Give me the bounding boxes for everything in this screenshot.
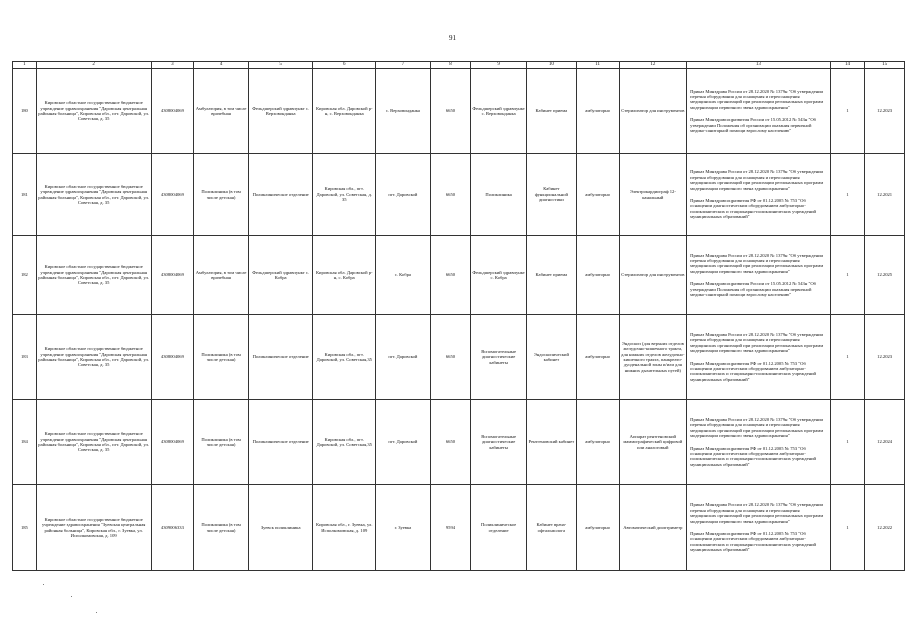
col-header: 12 [619, 62, 687, 69]
scan-speck [43, 584, 44, 585]
col-header: 6 [313, 62, 376, 69]
col-header: 5 [248, 62, 313, 69]
facility-type-cell: Амбулатория, в том числе врачебная [194, 236, 249, 315]
inn-cell: 4308004069 [151, 400, 194, 485]
row-number-cell: 183 [13, 315, 37, 400]
legal-basis-text: Приказ Минздравсоцразвития России от 15.05.2012 № 543н "Об утверждении Положения об организации оказания первичной медико-санитарной помощи взрослому населению" [690, 281, 816, 298]
scan-speck [71, 596, 72, 597]
address-cell: Кировская обл. Даровской р-н, с. Кобра [313, 236, 376, 315]
address-cell: Кировская обл. Даровской р-н, с. Верховонданка [313, 69, 376, 154]
room-cell: Кабинет приема [526, 236, 576, 315]
code-cell: 6650 [430, 236, 471, 315]
scan-speck [96, 612, 97, 613]
organization-cell: Кировское областное государственное бюджетное учреждение здравоохранения "Даровская центральная районная больница", Кировская обл., пгт. Даровской, ул. Советская, д. 35 [36, 69, 151, 154]
room-cell: Кабинет функциональной диагностики [526, 154, 576, 236]
unit-cell: Поликлиническое отделение [248, 400, 313, 485]
locality-cell: пгт. Даровской [376, 400, 431, 485]
code-cell: 6650 [430, 154, 471, 236]
row-number-cell: 182 [13, 236, 37, 315]
row-number-cell: 180 [13, 69, 37, 154]
legal-basis-cell [687, 315, 831, 400]
facility-type-cell: Поликлиника (в том числе детская) [194, 154, 249, 236]
inn-cell: 4308004069 [151, 315, 194, 400]
department-cell: Поликлиническое отделение [471, 485, 527, 571]
care-form-cell: амбулаторно [576, 154, 619, 236]
care-form-cell: амбулаторно [576, 485, 619, 571]
inn-cell: 4308004069 [151, 69, 194, 154]
equipment-cell: Электрокардиограф 12-канальный [619, 154, 687, 236]
address-cell: Кировская обл., г. Зуевка, ул. Исполкомовская, д. 109 [313, 485, 376, 571]
department-cell: Фельдшерский здравпункт с. Кобра [471, 236, 527, 315]
equipment-cell: Стерилизатор для инструментов [619, 236, 687, 315]
room-cell: Кабинет врача-офтальмолога [526, 485, 576, 571]
legal-basis-text: Приказ Минздрава России от 28.12.2020 № 1379н "Об утверждении перечня оборудования для оснащения и переоснащения медицинских организаций при реализации региональных программ модернизации первичного звена здравоохранения" [690, 502, 824, 524]
legal-basis-text: Приказ Минздравсоцразвития РФ от 01.12.2005 № 753 "Об оснащении диагностическим оборудованием амбулаторно-поликлинических и стационарно-поликлинических учреждений муниципальных образований" [690, 360, 817, 382]
table-row [13, 315, 905, 400]
legal-basis-cell [687, 154, 831, 236]
row-number-cell: 181 [13, 154, 37, 236]
organization-cell: Кировское областное государственное бюджетное учреждение здравоохранения "Даровская центральная районная больница", Кировская обл., пгт. Даровской, ул. Советская, д. 35 [36, 315, 151, 400]
col-header: 9 [471, 62, 527, 69]
legal-basis-text: Приказ Минздрава России от 28.12.2020 № 1379н "Об утверждении перечня оборудования для оснащения и переоснащения медицинских организаций при реализации региональных программ модернизации первичного звена здравоохранения" [690, 331, 824, 354]
legal-basis-cell [687, 400, 831, 485]
organization-cell: Кировское областное государственное бюджетное учреждение здравоохранения "Даровская центральная районная больница", Кировская обл., пгт. Даровской, ул. Советская, д. 35 [36, 400, 151, 485]
row-number-cell: 185 [13, 485, 37, 571]
legal-basis-text: Приказ Минздрава России от 28.12.2020 № 1379н "Об утверждении перечня оборудования для оснащения и переоснащения медицинских организаций при реализации региональных программ модернизации первичного звена здравоохранения" [690, 169, 824, 191]
facility-type-cell: Амбулатория, в том числе врачебная [194, 69, 249, 154]
table-row [13, 154, 905, 236]
quantity-cell: 1 [830, 400, 865, 485]
date-cell: 12.2023 [865, 315, 905, 400]
address-cell: Кировская обл., пгт. Даровской, ул. Советская,35 [313, 400, 376, 485]
address-cell: Кировская обл., пгт. Даровской, ул. Советская, д. 35 [313, 154, 376, 236]
inn-cell: 4308004069 [151, 154, 194, 236]
legal-basis-text: Приказ Минздравсоцразвития РФ от 01.12.2005 № 753 "Об оснащении диагностическим оборудованием амбулаторно-поликлинических и стационарно-поликлинических учреждений муниципальных образований" [690, 198, 817, 220]
unit-cell: Фельдшерский здравпункт с. Кобра [248, 236, 313, 315]
locality-cell: с. Кобра [376, 236, 431, 315]
code-cell: 6650 [430, 69, 471, 154]
quantity-cell: 1 [830, 154, 865, 236]
unit-cell: Поликлиническое отделение [248, 315, 313, 400]
code-cell: 6650 [430, 315, 471, 400]
col-header: 7 [376, 62, 431, 69]
table-row [13, 236, 905, 315]
facility-type-cell: Поликлиника (в том числе детская) [194, 315, 249, 400]
legal-basis-cell [687, 485, 831, 571]
care-form-cell: амбулаторно [576, 315, 619, 400]
quantity-cell: 1 [830, 69, 865, 154]
col-header: 14 [830, 62, 865, 69]
legal-basis-text: Приказ Минздрава России от 28.12.2020 № 1379н "Об утверждении перечня оборудования для оснащения и переоснащения медицинских организаций при реализации региональных программ модернизации первичного звена здравоохранения" [690, 88, 824, 110]
inn-cell: 4308004069 [151, 236, 194, 315]
facility-type-cell: Поликлиника (в том числе детская) [194, 485, 249, 571]
legal-basis-cell [687, 236, 831, 315]
department-cell: Вспомогательные диагностические кабинеты [471, 315, 527, 400]
col-header: 4 [194, 62, 249, 69]
code-cell: 6650 [430, 400, 471, 485]
header-row [13, 62, 905, 69]
col-header: 10 [526, 62, 576, 69]
col-header: 3 [151, 62, 194, 69]
row-number-cell: 184 [13, 400, 37, 485]
locality-cell: пгт. Даровской [376, 315, 431, 400]
page-number: 91 [449, 34, 456, 42]
equipment-cell: Эндоскоп (для верхних отделов желудочно-кишечного тракта, для нижних отделов желудочно-кишечного тракта, панкреато-дуоденальной зоны и/или для нижних дыхательных путей) [619, 315, 687, 400]
col-header: 13 [687, 62, 831, 69]
inn-cell: 4309006333 [151, 485, 194, 571]
date-cell: 12.2024 [865, 400, 905, 485]
legal-basis-text: Приказ Минздравсоцразвития России от 15.05.2012 № 543н "Об утверждении Положения об организации оказания первичной медико-санитарной помощи взрослому населению" [690, 117, 816, 134]
col-header: 8 [430, 62, 471, 69]
date-cell: 12.2021 [865, 154, 905, 236]
equipment-cell: Аппарат рентгеновский маммографический цифровой или аналоговый [619, 400, 687, 485]
table-row [13, 485, 905, 571]
facility-type-cell: Поликлиника (в том числе детская) [194, 400, 249, 485]
col-header: 11 [576, 62, 619, 69]
organization-cell: Кировское областное государственное бюджетное учреждение здравоохранения "Даровская центральная районная больница", Кировская обл., пгт. Даровской, ул. Советская, д. 35 [36, 154, 151, 236]
col-header: 1 [13, 62, 37, 69]
care-form-cell: амбулаторно [576, 69, 619, 154]
room-cell: Рентгеновский кабинет [526, 400, 576, 485]
col-header: 2 [36, 62, 151, 69]
equipment-cell: Стерилизатор для инструментов [619, 69, 687, 154]
code-cell: 9594 [430, 485, 471, 571]
locality-cell: г. Зуевка [376, 485, 431, 571]
organization-cell: Кировское областное государственное бюджетное учреждение здравоохранения "Даровская центральная районная больница", Кировская обл., пгт. Даровской, ул. Советская, д. 35 [36, 236, 151, 315]
date-cell: 12.2025 [865, 236, 905, 315]
care-form-cell: амбулаторно [576, 236, 619, 315]
table-row [13, 69, 905, 154]
quantity-cell: 1 [830, 236, 865, 315]
locality-cell: с. Верховонданка [376, 69, 431, 154]
locality-cell: пгт. Даровской [376, 154, 431, 236]
legal-basis-text: Приказ Минздрава России от 28.12.2020 № 1379н "Об утверждении перечня оборудования для оснащения и переоснащения медицинских организаций при реализации региональных программ модернизации первичного звена здравоохранения" [690, 416, 824, 439]
legal-basis-text: Приказ Минздравсоцразвития РФ от 01.12.2005 № 753 "Об оснащении диагностическим оборудованием амбулаторно-поликлинических и стационарно-поликлинических учреждений муниципальных образований" [690, 531, 817, 553]
quantity-cell: 1 [830, 315, 865, 400]
room-cell: Кабинет приема [526, 69, 576, 154]
equipment-cell: Автоматический диоптриметр [619, 485, 687, 571]
date-cell: 12.2023 [865, 69, 905, 154]
department-cell: Поликлиника [471, 154, 527, 236]
legal-basis-cell [687, 69, 831, 154]
address-cell: Кировская обл., пгт. Даровской, ул. Советская,35 [313, 315, 376, 400]
room-cell: Эндоскопический кабинет [526, 315, 576, 400]
department-cell: Фельдшерский здравпункт с. Верховонданка [471, 69, 527, 154]
organization-cell: Кировское областное государственное бюджетное учреждение здравоохранения "Зуевская центральная районная больница", Кировская обл., г. Зуевка, ул. Исполкомовская, д. 109 [36, 485, 151, 571]
quantity-cell: 1 [830, 485, 865, 571]
unit-cell: Зуевск поликлиника [248, 485, 313, 571]
unit-cell: Фельдшерский здравпункт с. Верховонданка [248, 69, 313, 154]
department-cell: Вспомогательные диагностические кабинеты [471, 400, 527, 485]
table-row [13, 400, 905, 485]
legal-basis-text: Приказ Минздрава России от 28.12.2020 № 1379н "Об утверждении перечня оборудования для оснащения и переоснащения медицинских организаций при реализации региональных программ модернизации первичного звена здравоохранения" [690, 252, 824, 274]
care-form-cell: амбулаторно [576, 400, 619, 485]
col-header: 15 [865, 62, 905, 69]
unit-cell: Поликлиническое отделение [248, 154, 313, 236]
date-cell: 12.2022 [865, 485, 905, 571]
legal-basis-text: Приказ Минздравсоцразвития РФ от 01.12.2005 № 753 "Об оснащении диагностическим оборудованием амбулаторно-поликлинических и стационарно-поликлинических учреждений муниципальных образований" [690, 445, 817, 467]
equipment-table [12, 61, 905, 571]
